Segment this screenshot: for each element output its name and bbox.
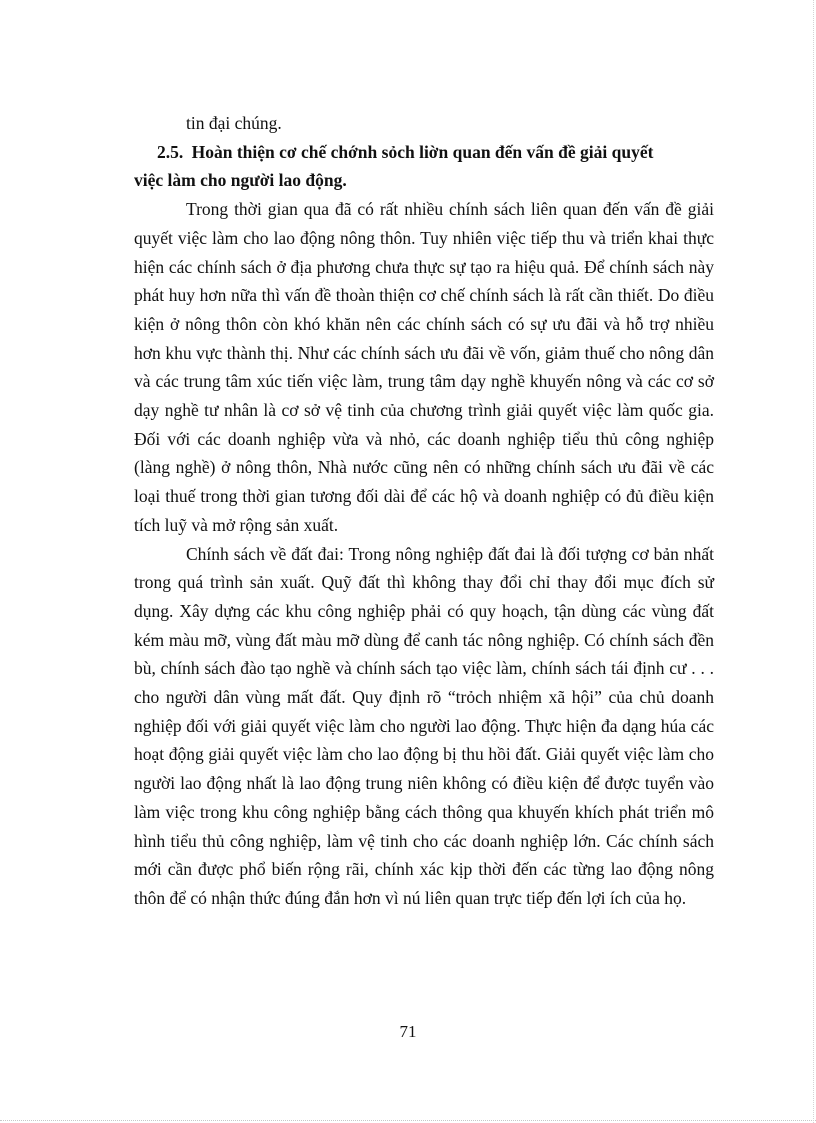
page-right-border [813,0,814,1123]
body-text [134,109,714,913]
section-number: 2.5. [157,141,184,162]
page-bottom-border [0,1120,816,1121]
section-title-line2: việc làm cho người lao động. [134,170,347,191]
page-number: 71 [399,1022,417,1041]
paragraph-2: Chính sách về đất đai: Trong nông nghiệp đất đai là đối tượng cơ bản nhất trong quá trình sản xuất. Quỹ đất thì không thay đổi chỉ thay đổi mục đích sử dụng. Xây dựng các khu công nghiệp phải có quy hoạch, tận dùng các vùng đất kém màu mỡ, vùng đất màu mỡ dùng để canh tác nông nghiệp. Có chính sách đền bù, chính sách đào tạo nghề và chính sách tạo việc làm, chính sách tái định cư . . . cho người dân vùng mất đất. Quy định rõ “trỏch nhiệm xã hội” của chủ doanh nghiệp đối với giải quyết việc làm cho người lao động. Thực hiện đa dạng húa các hoạt động giải quyết việc làm cho lao động bị thu hồi đất. Giải quyết việc làm cho người lao động nhất là lao động trung niên không có điều kiện để được tuyển vào làm việc trong khu công nghiệp bằng cách thông qua khuyến khích phát triển mô hình tiểu thủ công nghiệp, làm vệ tinh cho các doanh nghiệp lớn. Các chính sách mới cần được phổ biến rộng rãi, chính xác kịp thời đến các từng lao động nông thôn để có nhận thức đúng đắn hơn vì nú liên quan trực tiếp đến lợi ích của họ. [134,543,714,908]
lead-line: tin đại chúng. [186,113,282,133]
paragraph-1: Trong thời gian qua đã có rất nhiều chính sách liên quan đến vấn đề giải quyết việc làm cho lao động nông thôn. Tuy nhiên việc tiếp thu và triển khai thực hiện các chính sách ở địa phương chưa thực sự tạo ra hiệu quả. Để chính sách này phát huy hơn nữa thì vấn đề thoàn thiện cơ chế chính sách là rất cần thiết. Do điều kiện ở nông thôn còn khó khăn nên các chính sách có sự ưu đãi và hỗ trợ nhiều hơn khu vực thành thị. Như các chính sách ưu đãi về vốn, giảm thuế cho nông dân và các trung tâm xúc tiến việc làm, trung tâm dạy nghề khuyến nông và các cơ sở dạy nghề tư nhân là cơ sở vệ tinh của chương trình giải quyết việc làm quốc gia. Đối với các doanh nghiệp vừa và nhỏ, các doanh nghiệp tiểu thủ công nghiệp (làng nghề) ở nông thôn, Nhà nước cũng nên có những chính sách ưu đãi về các loại thuế trong thời gian tương đối dài để các hộ và doanh nghiệp có đủ điều kiện tích luỹ và mở rộng sản xuất. [134,199,714,535]
section-heading [134,138,714,167]
section-title-line1: Hoàn thiện cơ chế chớnh sỏch liờn quan đến vấn đề giải quyết [191,141,654,162]
